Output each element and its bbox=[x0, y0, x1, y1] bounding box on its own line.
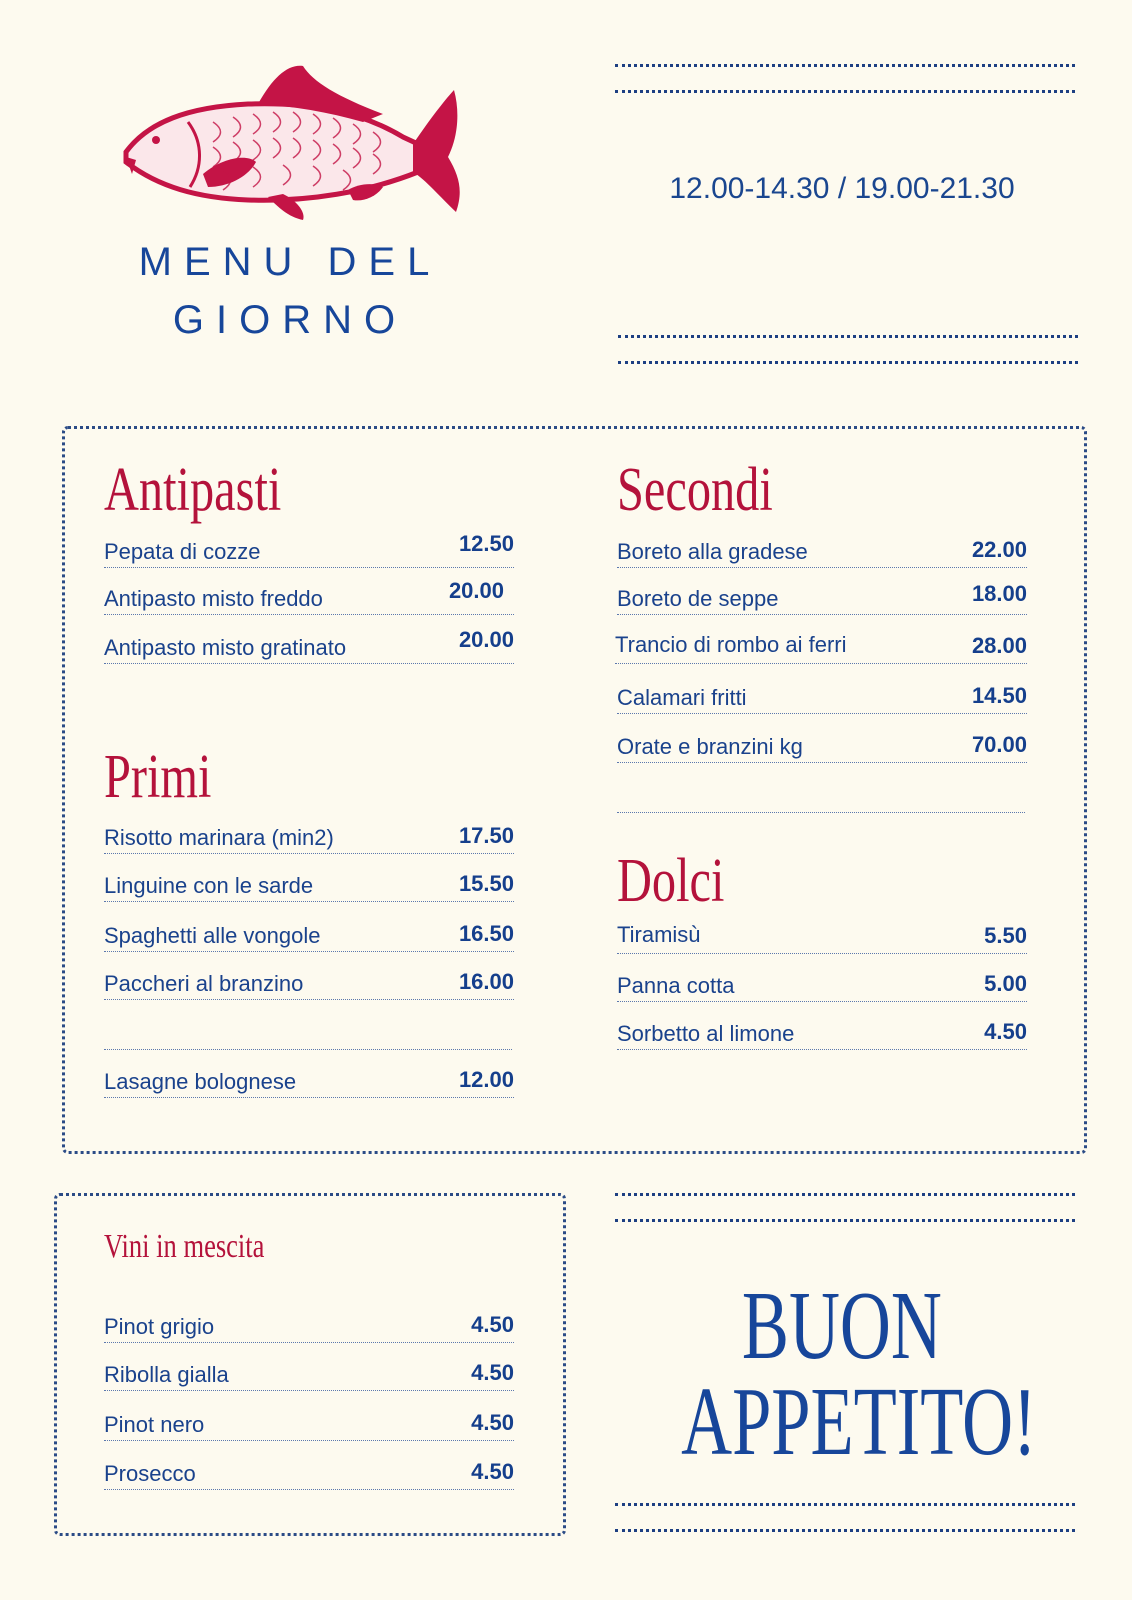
appetito-text: APPETITO! bbox=[681, 1368, 1037, 1476]
item-name: Pepata di cozze bbox=[104, 539, 261, 564]
wine-item bbox=[104, 1309, 514, 1343]
item-name: Panna cotta bbox=[617, 973, 735, 998]
item-price: 18.00 bbox=[971, 581, 1027, 606]
item-name: Pinot grigio bbox=[104, 1314, 215, 1339]
item-name: Sorbetto al limone bbox=[617, 1021, 795, 1046]
item-price: 20.00 bbox=[448, 578, 504, 603]
closing-line1 bbox=[612, 1272, 1072, 1380]
item-price: 15.50 bbox=[458, 871, 514, 896]
section-title-dolci: Dolci bbox=[617, 847, 725, 915]
section-title-secondi: Secondi bbox=[617, 456, 773, 524]
menu-item bbox=[615, 630, 1027, 664]
item-name: Boreto de seppe bbox=[617, 586, 779, 611]
section-title-primi: Primi bbox=[104, 743, 212, 811]
wine-item bbox=[104, 1407, 514, 1441]
menu-item bbox=[104, 578, 514, 615]
menu-item bbox=[104, 1064, 514, 1098]
decorative-divider bbox=[615, 1503, 1075, 1506]
item-price: 22.00 bbox=[971, 537, 1027, 562]
item-price: 5.50 bbox=[984, 923, 1027, 948]
item-price: 4.50 bbox=[471, 1410, 514, 1435]
decorative-divider bbox=[615, 1219, 1075, 1222]
item-price: 16.50 bbox=[458, 921, 514, 946]
item-price: 5.00 bbox=[984, 971, 1027, 996]
menu-item bbox=[104, 868, 514, 902]
menu-title-line1: MENU DEL bbox=[138, 240, 442, 284]
item-price: 4.50 bbox=[471, 1459, 514, 1484]
empty-item-line bbox=[617, 812, 1025, 813]
item-price: 4.50 bbox=[471, 1312, 514, 1337]
menu-item bbox=[617, 920, 1027, 954]
item-price: 12.50 bbox=[458, 531, 514, 556]
item-price: 4.50 bbox=[984, 1019, 1027, 1044]
item-price: 28.00 bbox=[971, 633, 1027, 658]
item-price: 17.50 bbox=[458, 823, 514, 848]
item-name: Paccheri al branzino bbox=[104, 971, 304, 996]
menu-item bbox=[617, 729, 1027, 763]
item-price: 4.50 bbox=[471, 1360, 514, 1385]
item-name: Pinot nero bbox=[104, 1412, 205, 1437]
item-name: Linguine con le sarde bbox=[104, 873, 314, 898]
menu-item bbox=[617, 968, 1027, 1002]
decorative-divider bbox=[618, 335, 1078, 338]
item-price: 70.00 bbox=[971, 732, 1027, 757]
decorative-divider bbox=[615, 64, 1075, 67]
menu-item bbox=[104, 918, 514, 952]
wine-item bbox=[104, 1456, 514, 1490]
opening-hours: 12.00-14.30 / 19.00-21.30 bbox=[669, 172, 1015, 205]
menu-item bbox=[104, 966, 514, 1000]
menu-item bbox=[104, 820, 514, 854]
decorative-divider bbox=[615, 1529, 1075, 1532]
item-name: Spaghetti alle vongole bbox=[104, 923, 321, 948]
item-price: 20.00 bbox=[458, 627, 514, 652]
menu-item bbox=[104, 531, 514, 568]
item-name: Tiramisù bbox=[617, 922, 701, 947]
item-price: 16.00 bbox=[458, 969, 514, 994]
item-name: Orate e branzini kg bbox=[617, 734, 803, 759]
item-name: Boreto alla gradese bbox=[617, 539, 808, 564]
item-name: Lasagne bolognese bbox=[104, 1069, 297, 1094]
item-price: 14.50 bbox=[971, 683, 1027, 708]
decorative-divider bbox=[615, 1193, 1075, 1196]
fish-icon bbox=[118, 62, 466, 222]
item-price: 12.00 bbox=[458, 1067, 514, 1092]
menu-item bbox=[617, 534, 1027, 568]
decorative-divider bbox=[618, 361, 1078, 364]
section-title-wines: Vini in mescita bbox=[104, 1228, 265, 1265]
empty-item-line bbox=[104, 1049, 512, 1050]
item-name: Ribolla gialla bbox=[104, 1362, 229, 1387]
item-name: Trancio di rombo ai ferri bbox=[615, 632, 847, 657]
section-title-antipasti: Antipasti bbox=[104, 456, 282, 524]
menu-item bbox=[617, 581, 1027, 615]
item-name: Prosecco bbox=[104, 1461, 196, 1486]
buon-text: BUON bbox=[742, 1272, 942, 1380]
item-name: Antipasto misto freddo bbox=[104, 586, 323, 611]
item-name: Risotto marinara (min2) bbox=[104, 825, 334, 850]
menu-item bbox=[617, 680, 1027, 714]
menu-title-line2: GIORNO bbox=[172, 298, 408, 342]
menu-item bbox=[617, 1016, 1027, 1050]
closing-line2 bbox=[612, 1368, 1072, 1476]
wine-item bbox=[104, 1357, 514, 1391]
item-name: Calamari fritti bbox=[617, 685, 747, 710]
decorative-divider bbox=[615, 90, 1075, 93]
item-name: Antipasto misto gratinato bbox=[104, 635, 347, 660]
menu-item bbox=[104, 627, 514, 664]
